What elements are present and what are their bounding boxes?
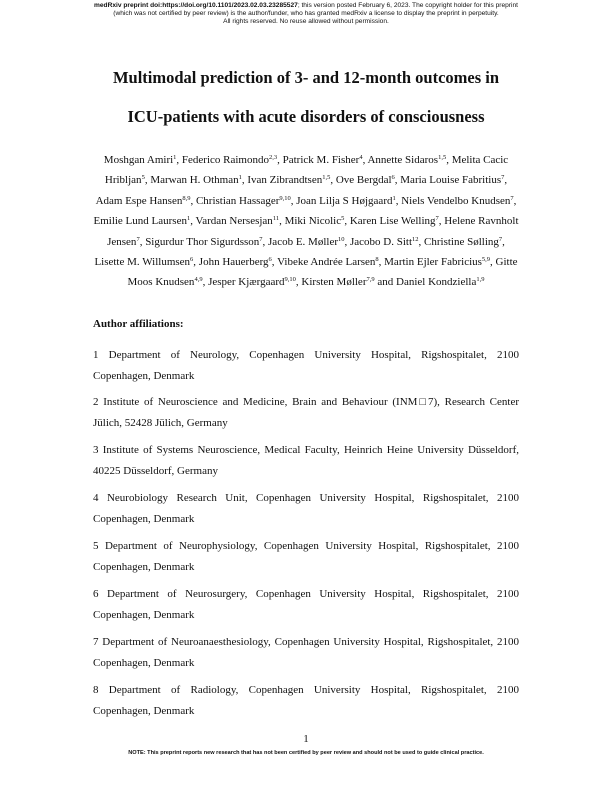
author-name: Maria Louise Fabritius	[400, 174, 502, 187]
author-affiliation-marker: 6	[391, 174, 395, 182]
author-separator: ,	[418, 235, 425, 248]
author-name: Moshgan Amiri	[103, 154, 174, 166]
author-name: Vibeke Andrée Larsen	[277, 256, 376, 269]
author-name: Gitte Moos Knudsen	[127, 256, 518, 289]
author-affiliation-marker: 1	[173, 154, 177, 161]
author-affiliation-marker: 6	[190, 256, 194, 264]
author-name: Emilie Lund Laursen	[93, 215, 187, 228]
author	[367, 154, 451, 166]
author	[182, 154, 283, 166]
author	[400, 174, 507, 186]
author-separator: ,	[144, 174, 151, 187]
author-name: Lisette M. Willumsen	[94, 256, 191, 269]
author-separator: ,	[438, 215, 445, 228]
author-name: Martin Ejler Fabricius	[384, 256, 482, 269]
author-affiliation-marker: 4,9	[194, 276, 203, 284]
author-affiliation-marker: 5	[341, 215, 345, 223]
author-name: Christine Sølling	[424, 235, 499, 248]
author-affiliation-marker: 4	[359, 154, 363, 161]
author-name: Ivan Zibrandtsen	[247, 174, 323, 187]
author-separator: ,	[295, 276, 302, 289]
author-name: Ove Bergdal	[335, 174, 392, 187]
author-affiliation-marker: 6	[268, 256, 272, 264]
author-separator: ,	[202, 276, 209, 289]
author-affiliation-marker: 7	[435, 215, 439, 223]
author-name: Joan Lilja S Højgaard	[296, 194, 393, 207]
author-name: Daniel Kondziella	[396, 276, 477, 289]
author	[350, 215, 444, 227]
author	[277, 256, 384, 268]
author-affiliation-marker: 7,9	[366, 276, 375, 284]
author-affiliation-marker: 11	[272, 215, 280, 223]
author-name: Jesper Kjærgaard	[208, 276, 285, 289]
affiliation-5: 5 Department of Neurophysiology, Copenhagen University Hospital, Rigshospitalet, 2100 Copenhagen, Denmark	[93, 540, 519, 573]
author	[196, 215, 285, 227]
author-affiliation-marker: 10	[337, 235, 345, 243]
author-affiliation-marker: 1,5	[438, 154, 447, 161]
affiliation-2: 2 Institute of Neuroscience and Medicine, Brain and Behaviour (INM□7), Research Center Jülich, 52428 Jülich, Germany	[93, 396, 519, 429]
author-separator: ,	[277, 154, 283, 166]
paper-title-line-1: Multimodal prediction of 3- and 12-month outcomes in	[112, 68, 500, 87]
author-affiliation-marker: 2,3	[269, 154, 278, 161]
author-separator: and	[374, 276, 396, 289]
author	[268, 236, 350, 248]
author-affiliation-marker: 7	[136, 235, 140, 243]
author-affiliation-marker: 9,10	[284, 276, 296, 284]
preprint-header-line-1	[0, 2, 612, 10]
preprint-footer-note: NOTE: This preprint reports new research that has not been certified by peer review and should not be used to guide clinical practice.	[128, 750, 484, 756]
author-affiliation-marker: 8	[375, 256, 379, 264]
author	[150, 174, 247, 186]
author-name: Karen Lise Welling	[349, 215, 436, 228]
author-affiliation-marker: 1	[392, 194, 396, 202]
author-name: Annette Sidaros	[367, 154, 439, 166]
header-suffix: ; this version posted February 6, 2023. The copyright holder for this preprint	[297, 2, 518, 9]
author-name: Jacob E. Møller	[268, 235, 338, 248]
author-name: Patrick M. Fisher	[282, 154, 360, 166]
author-separator: ,	[378, 256, 385, 269]
author-separator: ,	[262, 235, 269, 248]
author-separator: ,	[513, 194, 517, 207]
author-list	[92, 150, 520, 293]
affiliation-3: 3 Institute of Systems Neuroscience, Medical Faculty, Heinrich Heine University Düsseldorf, 40225 Düsseldorf, Germany	[93, 444, 519, 477]
author-affiliation-marker: 7	[510, 194, 514, 202]
author	[96, 195, 196, 207]
author-separator: ,	[190, 194, 196, 207]
author-name: Marwan H. Othman	[150, 174, 239, 187]
author-separator: ,	[290, 194, 297, 207]
author	[208, 276, 301, 288]
author-separator: ,	[502, 235, 505, 248]
author-affiliation-marker: 12	[412, 235, 419, 243]
author	[336, 174, 400, 186]
affiliation-7: 7 Department of Neuroanaesthesiology, Copenhagen University Hospital, Rigshospitalet, 2100 Copenhagen, Denmark	[93, 636, 519, 669]
author-separator: ,	[279, 215, 285, 228]
author-separator: ,	[271, 256, 278, 269]
author	[350, 236, 424, 248]
author	[296, 195, 401, 207]
doi-link[interactable]: https://doi.org/10.1101/2023.02.03.23285527	[162, 2, 298, 9]
author-affiliation-marker: 1	[186, 215, 191, 223]
author-name: Miki Nicolic	[284, 215, 342, 228]
author-name: Vardan Nersesjan	[195, 215, 273, 228]
author-affiliation-marker: 7	[259, 235, 263, 243]
author	[283, 154, 368, 166]
affiliation-1: 1 Department of Neurology, Copenhagen University Hospital, Rigshospitalet, 2100 Copenhagen, Denmark	[93, 349, 519, 382]
author	[196, 195, 296, 207]
affiliation-8: 8 Department of Radiology, Copenhagen University Hospital, Rigshospitalet, 2100 Copenhagen, Denmark	[93, 684, 519, 717]
author-separator: ,	[176, 154, 182, 166]
author-name: John Hauerberg	[198, 256, 269, 269]
affiliations-heading: Author affiliations:	[93, 318, 184, 330]
author-separator: ,	[490, 256, 496, 269]
author	[384, 256, 495, 268]
author-affiliation-marker: 5	[141, 174, 145, 182]
author-affiliation-marker: 1	[238, 174, 242, 182]
author-affiliation-marker: 1,9	[476, 276, 485, 284]
author-separator: ,	[504, 174, 508, 187]
author-separator: ,	[193, 256, 199, 269]
paper-title-line-2: ICU-patients with acute disorders of consciousness	[127, 107, 485, 126]
author-affiliation-marker: 7	[501, 174, 505, 182]
author-name: Adam Espe Hansen	[95, 194, 183, 207]
author	[424, 236, 505, 248]
author	[401, 195, 516, 207]
author	[247, 174, 335, 186]
author-name: Sigurdur Thor Sigurdsson	[145, 235, 260, 248]
author-affiliation-marker: 9,10	[279, 194, 291, 202]
author-name: Helene Ravnholt Jensen	[107, 215, 519, 248]
author-affiliation-marker: 5,9	[481, 256, 491, 264]
author-separator: ,	[139, 235, 146, 248]
author-separator: ,	[395, 194, 402, 207]
author-name: Niels Vendelbo Knudsen	[401, 194, 511, 207]
author-separator: ,	[241, 174, 248, 187]
author	[93, 215, 195, 227]
author-separator: ,	[362, 154, 368, 166]
author-separator: ,	[394, 174, 401, 187]
author	[145, 236, 268, 248]
author-name: Christian Hassager	[195, 194, 280, 207]
author-affiliation-marker: 7	[498, 235, 503, 243]
author-name: Melita Cacic Hribljan	[104, 154, 509, 187]
author-affiliation-marker: 8,9	[182, 194, 191, 202]
preprint-header-line-2: (which was not certified by peer review) is the author/funder, who has granted medRxiv a license to display the preprint in perpetuity.	[113, 10, 499, 17]
author-name: Jacobo D. Sitt	[349, 235, 413, 248]
author-separator: ,	[330, 174, 336, 187]
page-number: 1	[303, 733, 309, 745]
author	[301, 276, 396, 288]
author-name: Kirsten Møller	[301, 276, 367, 289]
author-separator: ,	[190, 215, 196, 228]
author-name: Federico Raimondo	[181, 154, 269, 166]
author	[104, 154, 182, 166]
preprint-header-line-3: All rights reserved. No reuse allowed without permission.	[223, 18, 389, 25]
author	[396, 276, 484, 288]
author-separator: ,	[344, 235, 350, 248]
author-separator: ,	[344, 215, 350, 228]
author	[94, 256, 198, 268]
affiliation-6: 6 Department of Neurosurgery, Copenhagen University Hospital, Rigshospitalet, 2100 Copenhagen, Denmark	[93, 588, 519, 621]
header-prefix: medRxiv preprint doi:	[94, 2, 163, 9]
affiliation-4: 4 Neurobiology Research Unit, Copenhagen University Hospital, Rigshospitalet, 2100 Copenhagen, Denmark	[93, 492, 519, 525]
author-affiliation-marker: 1,5	[322, 174, 331, 182]
author	[285, 215, 350, 227]
author	[199, 256, 277, 268]
author-separator: ,	[446, 154, 452, 166]
